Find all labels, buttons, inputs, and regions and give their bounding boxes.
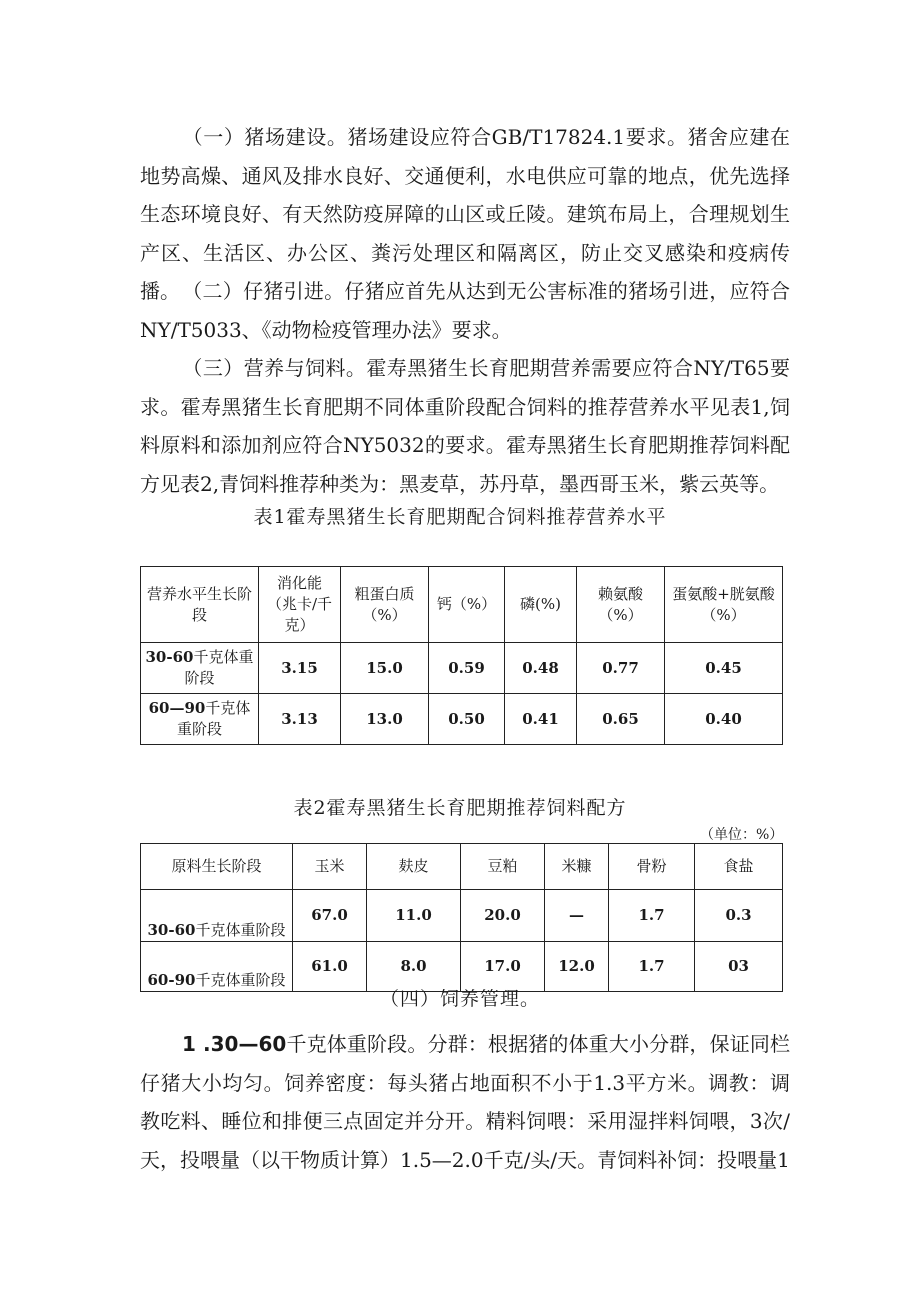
- table2-value-cell: —: [545, 890, 609, 942]
- table1-value-cell: 0.45: [665, 643, 783, 694]
- table1-value-cell: 3.13: [259, 694, 341, 745]
- table1-value-cell: 0.40: [665, 694, 783, 745]
- table2-feed-formula: [140, 843, 783, 992]
- table2-header-cell: 玉米: [293, 844, 367, 890]
- section-heading-feeding-management: （四）饲养管理。: [379, 988, 540, 1010]
- table1-header-cell: 消化能（兆卡/千克）: [259, 567, 341, 643]
- table1-stage-cell: 30-60千克体重阶段: [141, 643, 259, 694]
- table2-value-cell: 1.7: [609, 890, 695, 942]
- table2-header-cell: 原料生长阶段: [141, 844, 293, 890]
- table2-header-cell: 米糠: [545, 844, 609, 890]
- table2-value-cell: 67.0: [293, 890, 367, 942]
- table2-value-cell: 1.7: [609, 942, 695, 992]
- paragraph-30-60kg-stage: [140, 1025, 790, 1179]
- table1-header-cell: 营养水平生长阶段: [141, 567, 259, 643]
- table2-unit: （单位：%）: [700, 827, 784, 843]
- table2-value-cell: 12.0: [545, 942, 609, 992]
- table1-value-cell: 0.41: [505, 694, 577, 745]
- table1-value-cell: 0.50: [429, 694, 505, 745]
- table2-header-cell: 麸皮: [367, 844, 461, 890]
- table2-value-cell: 0.3: [695, 890, 783, 942]
- table2-value-cell: 8.0: [367, 942, 461, 992]
- paragraph-text: （一）猪场建设。猪场建设应符合GB/T17824.1要求。猪舍应建在地势高燥、通风及排水良好、交通便利，水电供应可靠的地点，优先选择生态环境良好、有天然防疫屏障的山区或丘陵。建筑布局上，合理规划生产区、生活区、办公区、粪污处理区和隔离区，防止交叉感染和疫病传播。: [140, 125, 790, 303]
- table2-value-cell: 03: [695, 942, 783, 992]
- table1-value-cell: 13.0: [341, 694, 429, 745]
- paragraph-text: 千克体重阶段。分群：根据猪的体重大小分群，保证同栏仔猪大小均匀。饲养密度：每头猪占地面积不小于1.3平方米。调教：调教吃料、睡位和排便三点固定并分开。精料饲喂：采用湿拌料饲喂，3次/天，投喂量（以干物质计算）1.5—2.0千克/头/天。青饲料补饲：投喂量1: [140, 1032, 791, 1172]
- paragraph-piglet-introduction: [140, 272, 790, 349]
- table2-stage-cell: 60-90千克体重阶段: [141, 942, 293, 992]
- table-row: [141, 694, 783, 745]
- table1-nutrition-levels: [140, 566, 783, 745]
- table1-header-cell: 钙（%）: [429, 567, 505, 643]
- table2-value-cell: 11.0: [367, 890, 461, 942]
- table1-header-cell: 粗蛋白质（%）: [341, 567, 429, 643]
- table2-value-cell: 20.0: [461, 890, 545, 942]
- table1-header-cell: 赖氨酸（%）: [577, 567, 665, 643]
- paragraph-lead-number: 1 .30—60: [182, 1032, 287, 1056]
- table1-header-cell: 蛋氨酸+胱氨酸（%）: [665, 567, 783, 643]
- table2-header-row: [141, 844, 783, 890]
- table1-caption: 表1霍寿黑猪生长育肥期配合饲料推荐营养水平: [253, 506, 667, 528]
- table1-stage-cell: 60—90千克体重阶段: [141, 694, 259, 745]
- table1-value-cell: 0.77: [577, 643, 665, 694]
- table1-header-row: [141, 567, 783, 643]
- table1-header-cell: 磷(%): [505, 567, 577, 643]
- table1-value-cell: 3.15: [259, 643, 341, 694]
- table-row: [141, 643, 783, 694]
- table1-value-cell: 0.59: [429, 643, 505, 694]
- table2-stage-cell: 30-60千克体重阶段: [141, 890, 293, 942]
- table2-value-cell: 61.0: [293, 942, 367, 992]
- table2-value-cell: 17.0: [461, 942, 545, 992]
- table1-value-cell: 0.65: [577, 694, 665, 745]
- paragraph-text: （二）仔猪引进。仔猪应首先从达到无公害标准的猪场引进，应符合NY/T5033、《动物检疫管理办法》要求。: [140, 279, 790, 342]
- table1-value-cell: 0.48: [505, 643, 577, 694]
- paragraph-nutrition-feed: [140, 349, 790, 503]
- table2-header-cell: 骨粉: [609, 844, 695, 890]
- paragraph-text: （三）营养与饲料。霍寿黑猪生长育肥期营养需要应符合NY/T65要求。霍寿黑猪生长育肥期不同体重阶段配合饲料的推荐营养水平见表1,饲料原料和添加剂应符合NY5032的要求。霍寿黑猪生长育肥期推荐饲料配方见表2,青饲料推荐种类为：黑麦草，苏丹草，墨西哥玉米，紫云英等。: [140, 356, 790, 496]
- table1-value-cell: 15.0: [341, 643, 429, 694]
- table2-header-cell: 食盐: [695, 844, 783, 890]
- table-row: [141, 890, 783, 942]
- table2-caption: 表2霍寿黑猪生长育肥期推荐饲料配方: [293, 797, 627, 819]
- table2-header-cell: 豆粕: [461, 844, 545, 890]
